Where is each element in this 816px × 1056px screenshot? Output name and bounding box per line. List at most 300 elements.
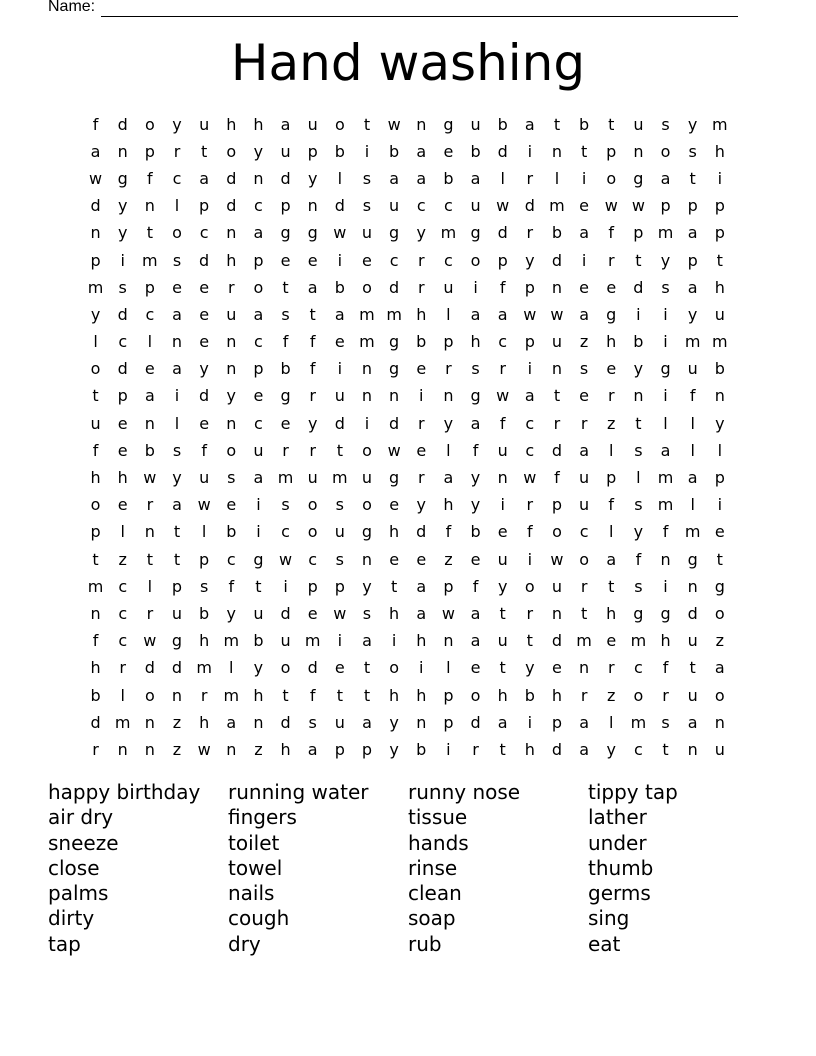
grid-letter[interactable]: n: [579, 658, 590, 678]
grid-letter[interactable]: z: [172, 739, 182, 759]
grid-letter[interactable]: c: [254, 332, 263, 352]
grid-letter[interactable]: g: [389, 468, 400, 488]
grid-letter[interactable]: u: [470, 196, 481, 216]
grid-letter[interactable]: h: [389, 522, 400, 542]
grid-letter[interactable]: g: [117, 168, 128, 188]
grid-letter[interactable]: r: [526, 168, 534, 188]
grid-letter[interactable]: i: [663, 576, 668, 596]
grid-letter[interactable]: f: [499, 413, 506, 433]
grid-letter[interactable]: t: [92, 549, 99, 569]
grid-letter[interactable]: u: [497, 549, 508, 569]
grid-letter[interactable]: g: [633, 168, 644, 188]
grid-letter[interactable]: o: [362, 440, 372, 460]
grid-letter[interactable]: a: [687, 223, 698, 243]
grid-letter[interactable]: w: [89, 168, 103, 188]
grid-letter[interactable]: b: [334, 277, 345, 297]
grid-letter[interactable]: s: [172, 440, 182, 460]
grid-letter[interactable]: n: [226, 223, 237, 243]
grid-letter[interactable]: i: [717, 168, 723, 188]
grid-letter[interactable]: p: [497, 250, 508, 270]
grid-letter[interactable]: p: [117, 386, 128, 406]
grid-letter[interactable]: e: [606, 631, 617, 651]
grid-letter[interactable]: h: [443, 495, 454, 515]
grid-letter[interactable]: i: [717, 495, 723, 515]
grid-letter[interactable]: i: [527, 712, 533, 732]
grid-letter[interactable]: u: [551, 332, 563, 352]
grid-letter[interactable]: t: [363, 685, 371, 705]
grid-letter[interactable]: r: [146, 495, 154, 515]
grid-letter[interactable]: m: [657, 223, 674, 243]
grid-letter[interactable]: c: [525, 440, 535, 460]
grid-letter[interactable]: i: [120, 250, 125, 270]
grid-letter[interactable]: h: [199, 712, 210, 732]
grid-letter[interactable]: i: [527, 549, 533, 569]
grid-letter[interactable]: a: [199, 168, 210, 188]
grid-letter[interactable]: i: [256, 495, 261, 515]
grid-letter[interactable]: d: [497, 223, 508, 243]
grid-letter[interactable]: b: [524, 685, 535, 705]
grid-letter[interactable]: e: [117, 413, 128, 433]
grid-letter[interactable]: h: [90, 468, 101, 488]
grid-letter[interactable]: d: [117, 359, 128, 379]
grid-letter[interactable]: g: [280, 223, 291, 243]
grid-letter[interactable]: f: [309, 359, 316, 379]
grid-letter[interactable]: i: [663, 304, 668, 324]
grid-letter[interactable]: r: [309, 440, 316, 460]
grid-letter[interactable]: d: [389, 413, 400, 433]
grid-letter[interactable]: t: [580, 141, 588, 161]
grid-letter[interactable]: u: [470, 114, 481, 134]
grid-letter[interactable]: b: [144, 440, 155, 460]
grid-letter[interactable]: l: [717, 440, 723, 460]
grid-letter[interactable]: f: [662, 522, 669, 542]
grid-letter[interactable]: g: [443, 114, 454, 134]
grid-letter[interactable]: i: [174, 386, 180, 406]
grid-letter[interactable]: h: [714, 277, 725, 297]
grid-letter[interactable]: h: [470, 332, 481, 352]
grid-letter[interactable]: i: [446, 739, 451, 759]
grid-letter[interactable]: o: [280, 658, 291, 678]
grid-letter[interactable]: u: [226, 304, 237, 324]
grid-letter[interactable]: o: [633, 685, 644, 705]
grid-letter[interactable]: r: [499, 359, 506, 379]
grid-letter[interactable]: n: [633, 141, 644, 161]
grid-letter[interactable]: e: [443, 141, 454, 161]
grid-letter[interactable]: m: [277, 468, 294, 488]
grid-letter[interactable]: t: [282, 277, 289, 297]
grid-letter[interactable]: e: [606, 359, 617, 379]
grid-letter[interactable]: d: [551, 250, 563, 270]
grid-letter[interactable]: m: [114, 712, 131, 732]
grid-letter[interactable]: u: [551, 576, 563, 596]
grid-letter[interactable]: d: [90, 196, 101, 216]
grid-letter[interactable]: w: [550, 304, 564, 324]
grid-letter[interactable]: t: [255, 576, 262, 596]
grid-letter[interactable]: n: [416, 114, 427, 134]
grid-letter[interactable]: a: [687, 468, 698, 488]
grid-letter[interactable]: f: [608, 495, 615, 515]
grid-letter[interactable]: p: [253, 359, 264, 379]
grid-letter[interactable]: s: [688, 141, 697, 161]
grid-letter[interactable]: c: [498, 332, 508, 352]
grid-letter[interactable]: u: [633, 114, 644, 134]
grid-letter[interactable]: c: [633, 658, 643, 678]
grid-letter[interactable]: a: [579, 304, 589, 324]
grid-letter[interactable]: r: [417, 250, 425, 270]
grid-letter[interactable]: o: [226, 440, 237, 460]
grid-letter[interactable]: u: [280, 631, 291, 651]
grid-letter[interactable]: f: [554, 468, 560, 488]
grid-letter[interactable]: g: [389, 332, 400, 352]
grid-letter[interactable]: a: [172, 304, 182, 324]
grid-letter[interactable]: b: [416, 332, 427, 352]
grid-letter[interactable]: z: [607, 685, 616, 705]
grid-letter[interactable]: w: [441, 603, 455, 623]
grid-letter[interactable]: t: [309, 304, 316, 324]
grid-letter[interactable]: c: [444, 196, 453, 216]
grid-letter[interactable]: n: [253, 168, 264, 188]
grid-letter[interactable]: b: [470, 522, 481, 542]
grid-letter[interactable]: u: [253, 440, 264, 460]
grid-letter[interactable]: t: [336, 685, 343, 705]
grid-letter[interactable]: y: [172, 114, 182, 134]
grid-letter[interactable]: a: [144, 386, 155, 406]
grid-letter[interactable]: r: [580, 685, 588, 705]
grid-letter[interactable]: o: [253, 277, 264, 297]
grid-letter[interactable]: i: [283, 576, 288, 596]
grid-letter[interactable]: g: [307, 223, 318, 243]
grid-letter[interactable]: t: [336, 440, 343, 460]
grid-letter[interactable]: y: [389, 712, 399, 732]
grid-letter[interactable]: e: [362, 250, 372, 270]
grid-letter[interactable]: o: [389, 658, 400, 678]
grid-letter[interactable]: n: [144, 196, 155, 216]
grid-letter[interactable]: t: [92, 386, 99, 406]
grid-letter[interactable]: d: [551, 631, 563, 651]
grid-letter[interactable]: t: [662, 739, 669, 759]
grid-letter[interactable]: w: [333, 603, 347, 623]
grid-letter[interactable]: d: [416, 522, 427, 542]
grid-letter[interactable]: l: [446, 658, 451, 678]
grid-letter[interactable]: p: [199, 196, 210, 216]
grid-letter[interactable]: o: [362, 277, 372, 297]
grid-letter[interactable]: m: [549, 196, 565, 216]
grid-letter[interactable]: n: [714, 712, 725, 732]
grid-letter[interactable]: p: [307, 141, 318, 161]
grid-letter[interactable]: a: [687, 277, 698, 297]
grid-letter[interactable]: m: [386, 304, 402, 324]
grid-letter[interactable]: u: [579, 495, 590, 515]
grid-letter[interactable]: p: [90, 250, 101, 270]
grid-letter[interactable]: r: [417, 468, 425, 488]
grid-letter[interactable]: o: [172, 223, 182, 243]
grid-letter[interactable]: s: [634, 440, 643, 460]
grid-letter[interactable]: p: [334, 739, 345, 759]
grid-letter[interactable]: n: [226, 359, 237, 379]
grid-letter[interactable]: w: [631, 196, 645, 216]
grid-letter[interactable]: y: [687, 304, 698, 324]
grid-letter[interactable]: h: [117, 468, 128, 488]
grid-letter[interactable]: n: [497, 468, 508, 488]
grid-letter[interactable]: s: [634, 495, 643, 515]
grid-letter[interactable]: f: [92, 440, 99, 460]
grid-letter[interactable]: h: [280, 739, 291, 759]
grid-letter[interactable]: t: [282, 685, 289, 705]
grid-letter[interactable]: l: [690, 440, 695, 460]
grid-letter[interactable]: p: [524, 277, 535, 297]
grid-letter[interactable]: g: [389, 359, 400, 379]
grid-letter[interactable]: o: [579, 549, 589, 569]
grid-letter[interactable]: d: [389, 277, 400, 297]
grid-letter[interactable]: e: [470, 549, 481, 569]
grid-letter[interactable]: z: [172, 712, 182, 732]
grid-letter[interactable]: b: [714, 359, 725, 379]
grid-letter[interactable]: n: [117, 141, 128, 161]
grid-letter[interactable]: p: [714, 223, 725, 243]
grid-letter[interactable]: c: [118, 332, 128, 352]
grid-letter[interactable]: n: [551, 603, 563, 623]
grid-letter[interactable]: s: [118, 277, 127, 297]
grid-letter[interactable]: e: [199, 304, 210, 324]
grid-letter[interactable]: h: [416, 685, 427, 705]
name-underline[interactable]: [101, 1, 738, 17]
grid-letter[interactable]: n: [687, 739, 698, 759]
grid-letter[interactable]: r: [662, 685, 669, 705]
grid-letter[interactable]: r: [92, 739, 99, 759]
grid-letter[interactable]: n: [226, 332, 237, 352]
grid-letter[interactable]: r: [526, 223, 534, 243]
grid-letter[interactable]: s: [579, 359, 589, 379]
grid-letter[interactable]: n: [226, 413, 237, 433]
grid-letter[interactable]: m: [223, 631, 240, 651]
grid-letter[interactable]: f: [309, 332, 316, 352]
grid-letter[interactable]: m: [657, 495, 674, 515]
grid-letter[interactable]: c: [416, 196, 426, 216]
grid-letter[interactable]: u: [389, 196, 400, 216]
grid-letter[interactable]: n: [416, 712, 427, 732]
grid-letter[interactable]: n: [551, 277, 563, 297]
grid-letter[interactable]: f: [608, 223, 615, 243]
grid-letter[interactable]: n: [144, 413, 155, 433]
grid-letter[interactable]: b: [280, 359, 291, 379]
grid-letter[interactable]: t: [608, 114, 615, 134]
grid-letter[interactable]: o: [307, 495, 318, 515]
grid-letter[interactable]: n: [361, 549, 373, 569]
grid-letter[interactable]: f: [309, 685, 316, 705]
grid-letter[interactable]: a: [470, 631, 481, 651]
grid-letter[interactable]: h: [416, 304, 427, 324]
grid-letter[interactable]: u: [443, 277, 454, 297]
grid-letter[interactable]: a: [307, 277, 318, 297]
grid-letter[interactable]: c: [254, 413, 263, 433]
grid-letter[interactable]: y: [307, 413, 318, 433]
grid-letter[interactable]: r: [580, 576, 588, 596]
grid-letter[interactable]: t: [526, 631, 533, 651]
grid-letter[interactable]: t: [499, 739, 506, 759]
grid-letter[interactable]: w: [387, 440, 401, 460]
grid-letter[interactable]: t: [553, 386, 561, 406]
grid-letter[interactable]: u: [361, 223, 373, 243]
grid-letter[interactable]: o: [606, 168, 617, 188]
grid-letter[interactable]: r: [607, 658, 615, 678]
grid-letter[interactable]: y: [633, 359, 644, 379]
grid-letter[interactable]: i: [364, 141, 370, 161]
grid-letter[interactable]: g: [280, 386, 291, 406]
grid-letter[interactable]: t: [173, 549, 181, 569]
grid-letter[interactable]: p: [443, 576, 454, 596]
grid-letter[interactable]: p: [443, 685, 454, 705]
grid-letter[interactable]: n: [660, 549, 671, 569]
grid-letter[interactable]: h: [714, 141, 725, 161]
grid-letter[interactable]: d: [633, 277, 644, 297]
grid-letter[interactable]: e: [144, 359, 155, 379]
grid-letter[interactable]: r: [282, 440, 289, 460]
grid-letter[interactable]: l: [500, 168, 505, 188]
grid-letter[interactable]: a: [660, 440, 671, 460]
grid-letter[interactable]: i: [419, 386, 424, 406]
grid-letter[interactable]: e: [579, 196, 590, 216]
grid-letter[interactable]: b: [253, 631, 264, 651]
grid-letter[interactable]: i: [337, 359, 343, 379]
grid-letter[interactable]: l: [609, 440, 614, 460]
grid-letter[interactable]: l: [337, 168, 343, 188]
grid-letter[interactable]: f: [147, 168, 153, 188]
grid-letter[interactable]: m: [359, 332, 375, 352]
grid-letter[interactable]: e: [334, 332, 345, 352]
grid-letter[interactable]: t: [200, 141, 208, 161]
grid-letter[interactable]: t: [363, 114, 371, 134]
grid-letter[interactable]: e: [117, 495, 128, 515]
grid-letter[interactable]: d: [226, 168, 237, 188]
grid-letter[interactable]: a: [687, 712, 698, 732]
grid-letter[interactable]: n: [714, 386, 725, 406]
grid-letter[interactable]: u: [307, 114, 318, 134]
grid-letter[interactable]: a: [307, 739, 318, 759]
grid-letter[interactable]: l: [93, 332, 98, 352]
grid-letter[interactable]: a: [606, 549, 617, 569]
grid-letter[interactable]: a: [416, 576, 427, 596]
grid-letter[interactable]: p: [687, 250, 698, 270]
grid-letter[interactable]: n: [361, 386, 373, 406]
grid-letter[interactable]: g: [714, 576, 725, 596]
grid-letter[interactable]: d: [117, 114, 128, 134]
name-field[interactable]: [48, 0, 738, 17]
grid-letter[interactable]: t: [499, 658, 506, 678]
grid-letter[interactable]: d: [470, 712, 481, 732]
grid-letter[interactable]: s: [471, 359, 480, 379]
grid-letter[interactable]: o: [552, 522, 562, 542]
grid-letter[interactable]: u: [334, 522, 345, 542]
grid-letter[interactable]: p: [443, 332, 454, 352]
grid-letter[interactable]: d: [199, 386, 210, 406]
grid-letter[interactable]: e: [579, 386, 590, 406]
grid-letter[interactable]: i: [581, 168, 587, 188]
grid-letter[interactable]: t: [608, 576, 615, 596]
grid-letter[interactable]: w: [197, 739, 211, 759]
grid-letter[interactable]: p: [714, 196, 725, 216]
grid-letter[interactable]: l: [609, 522, 614, 542]
grid-letter[interactable]: e: [226, 495, 237, 515]
grid-letter[interactable]: a: [172, 495, 182, 515]
grid-letter[interactable]: o: [470, 685, 481, 705]
grid-letter[interactable]: p: [90, 522, 101, 542]
grid-letter[interactable]: r: [472, 739, 479, 759]
grid-letter[interactable]: i: [663, 386, 668, 406]
grid-letter[interactable]: c: [444, 250, 453, 270]
grid-letter[interactable]: y: [470, 495, 481, 515]
grid-letter[interactable]: h: [606, 332, 617, 352]
grid-letter[interactable]: g: [253, 549, 264, 569]
grid-letter[interactable]: l: [174, 196, 180, 216]
grid-letter[interactable]: a: [416, 141, 427, 161]
grid-letter[interactable]: e: [199, 277, 210, 297]
grid-letter[interactable]: t: [363, 658, 371, 678]
grid-letter[interactable]: f: [689, 386, 696, 406]
grid-letter[interactable]: z: [444, 549, 453, 569]
grid-letter[interactable]: i: [527, 141, 533, 161]
grid-letter[interactable]: u: [497, 631, 508, 651]
grid-letter[interactable]: e: [714, 522, 725, 542]
grid-letter[interactable]: s: [362, 196, 372, 216]
grid-letter[interactable]: i: [581, 250, 587, 270]
grid-letter[interactable]: f: [228, 576, 235, 596]
grid-letter[interactable]: a: [90, 141, 101, 161]
grid-letter[interactable]: a: [579, 223, 589, 243]
grid-letter[interactable]: f: [472, 440, 479, 460]
grid-letter[interactable]: p: [551, 495, 563, 515]
grid-letter[interactable]: y: [525, 658, 535, 678]
grid-letter[interactable]: m: [630, 631, 647, 651]
grid-letter[interactable]: e: [470, 658, 481, 678]
grid-letter[interactable]: t: [146, 549, 153, 569]
grid-letter[interactable]: f: [499, 277, 506, 297]
grid-letter[interactable]: p: [199, 549, 210, 569]
grid-letter[interactable]: m: [440, 223, 457, 243]
grid-letter[interactable]: e: [606, 277, 617, 297]
grid-letter[interactable]: n: [117, 739, 128, 759]
grid-letter[interactable]: t: [689, 658, 696, 678]
grid-letter[interactable]: e: [416, 359, 427, 379]
grid-letter[interactable]: b: [470, 141, 481, 161]
grid-letter[interactable]: y: [687, 114, 698, 134]
grid-letter[interactable]: o: [334, 114, 345, 134]
grid-letter[interactable]: p: [687, 196, 698, 216]
grid-letter[interactable]: w: [387, 114, 401, 134]
grid-letter[interactable]: y: [497, 576, 508, 596]
grid-letter[interactable]: h: [199, 631, 210, 651]
grid-letter[interactable]: m: [712, 332, 728, 352]
grid-letter[interactable]: y: [90, 304, 101, 324]
grid-letter[interactable]: d: [117, 304, 128, 324]
grid-letter[interactable]: u: [171, 603, 183, 623]
grid-letter[interactable]: a: [579, 712, 589, 732]
grid-letter[interactable]: e: [389, 495, 400, 515]
grid-letter[interactable]: n: [551, 359, 563, 379]
grid-letter[interactable]: m: [304, 631, 321, 651]
grid-letter[interactable]: t: [689, 168, 696, 188]
grid-letter[interactable]: w: [604, 196, 618, 216]
grid-letter[interactable]: e: [280, 413, 291, 433]
grid-letter[interactable]: a: [280, 114, 291, 134]
grid-letter[interactable]: l: [554, 168, 560, 188]
grid-letter[interactable]: y: [416, 223, 426, 243]
grid-letter[interactable]: t: [635, 250, 642, 270]
grid-letter[interactable]: f: [662, 658, 669, 678]
grid-letter[interactable]: z: [579, 332, 589, 352]
grid-letter[interactable]: p: [144, 277, 155, 297]
grid-letter[interactable]: h: [524, 739, 535, 759]
grid-letter[interactable]: w: [550, 549, 564, 569]
